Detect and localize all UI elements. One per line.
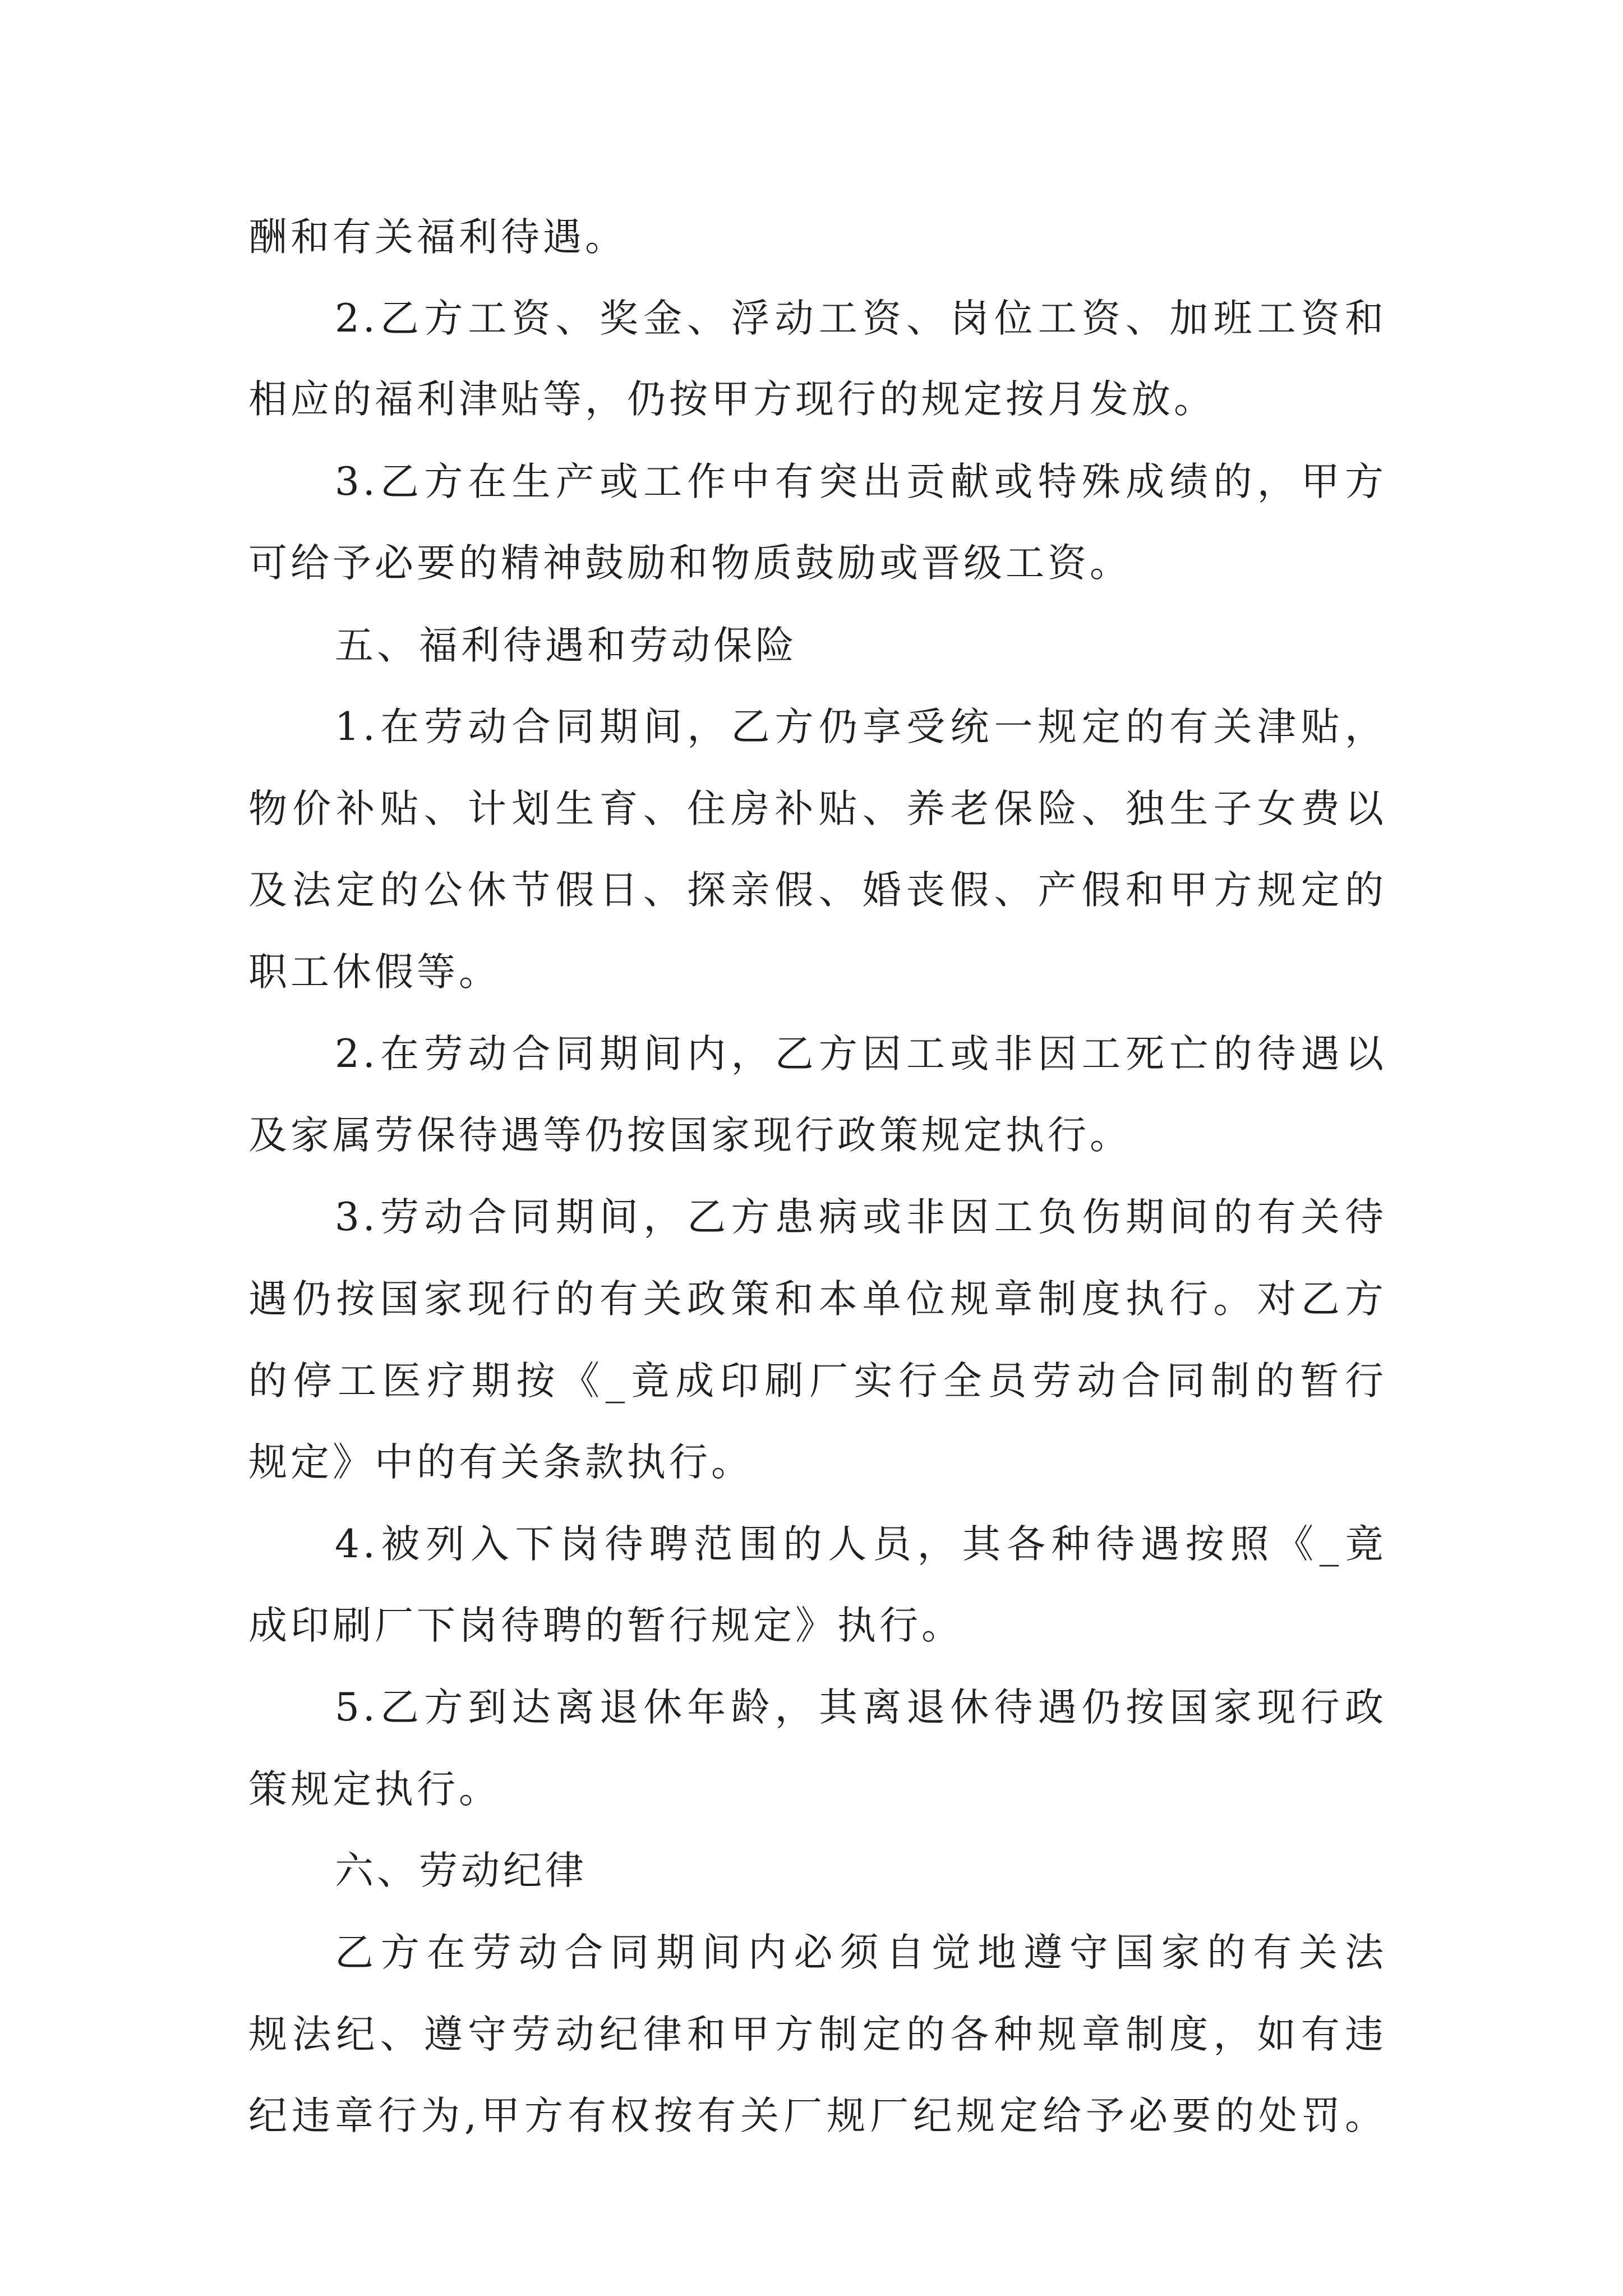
text-line: 4.被列入下岗待聘范围的人员，其各种待遇按照《_竟 (335, 1522, 1387, 1567)
text-line: 成印刷厂下岗待聘的暂行规定》执行。 (248, 1603, 963, 1648)
section-heading: 五、福利待遇和劳动保险 (335, 623, 797, 668)
section-heading: 六、劳动纪律 (335, 1848, 587, 1893)
text-line: 相应的福利津贴等，仍按甲方现行的规定按月发放。 (248, 377, 1216, 422)
text-line: 1.在劳动合同期间，乙方仍享受统一规定的有关津贴， (335, 705, 1387, 749)
text-line: 物价补贴、计划生育、住房补贴、养老保险、独生子女费以 (248, 786, 1387, 831)
text-line: 可给予必要的精神鼓励和物质鼓励或晋级工资。 (248, 541, 1132, 586)
text-line: 策规定执行。 (248, 1767, 501, 1812)
text-line: 及家属劳保待遇等仍按国家现行政策规定执行。 (248, 1113, 1132, 1158)
text-line: 酬和有关福利待遇。 (248, 215, 627, 260)
text-line: 5.乙方到达离退休年龄，其离退休待遇仍按国家现行政 (335, 1685, 1387, 1730)
text-line: 规定》中的有关条款执行。 (248, 1440, 753, 1485)
text-line: 及法定的公休节假日、探亲假、婚丧假、产假和甲方规定的 (248, 868, 1387, 913)
text-line: 规法纪、遵守劳动纪律和甲方制定的各种规章制度，如有违 (248, 2012, 1387, 2057)
text-line: 2.在劳动合同期间内，乙方因工或非因工死亡的待遇以 (335, 1032, 1387, 1076)
text-line: 3.乙方在生产或工作中有突出贡献或特殊成绩的，甲方 (335, 459, 1387, 504)
text-line: 的停工医疗期按《_竟成印刷厂实行全员劳动合同制的暂行 (248, 1359, 1387, 1404)
text-line: 遇仍按国家现行的有关政策和本单位规章制度执行。对乙方 (248, 1277, 1387, 1322)
text-line: 2.乙方工资、奖金、浮动工资、岗位工资、加班工资和 (335, 296, 1387, 341)
text-line: 乙方在劳动合同期间内必须自觉地遵守国家的有关法 (335, 1930, 1387, 1975)
text-line: 纪违章行为,甲方有权按有关厂规厂纪规定给予必要的处罚。 (248, 2093, 1387, 2138)
text-line: 3.劳动合同期间，乙方患病或非因工负伤期间的有关待 (335, 1195, 1387, 1240)
text-line: 职工休假等。 (248, 950, 501, 995)
